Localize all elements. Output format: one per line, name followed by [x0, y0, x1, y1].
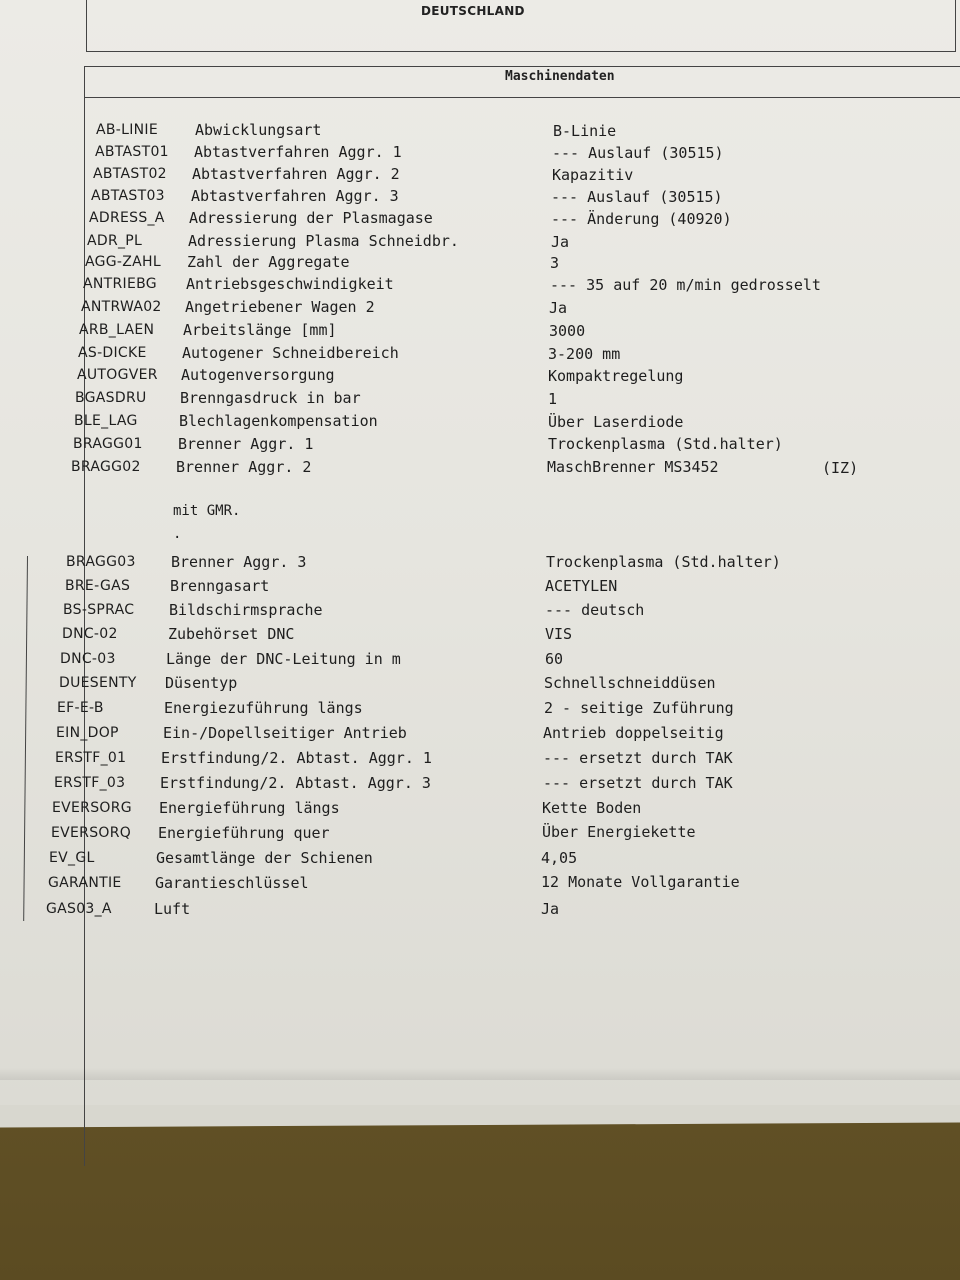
- field-description: Brenngasart: [170, 577, 270, 595]
- field-value: --- deutsch: [545, 601, 645, 620]
- note-dot: .: [173, 526, 182, 542]
- field-code: BRE-GAS: [65, 578, 131, 594]
- field-description: Brenner Aggr. 2: [176, 458, 312, 476]
- table-row: [0, 276, 960, 296]
- table-row: [0, 775, 960, 795]
- table-row: [0, 554, 960, 574]
- field-description: Zubehörset DNC: [168, 625, 295, 643]
- field-value: Über Energiekette: [542, 823, 696, 842]
- field-value: ACETYLEN: [545, 577, 618, 596]
- table-row: [0, 367, 960, 387]
- field-code: ERSTF_01: [55, 750, 127, 766]
- table-row: [0, 459, 960, 479]
- field-code: AGG-ZAHL: [85, 254, 161, 270]
- table-row: [0, 122, 960, 142]
- field-code: EF-E-B: [57, 700, 104, 716]
- field-code: DNC-03: [60, 651, 116, 667]
- field-value: Kompaktregelung: [548, 366, 684, 385]
- field-code: AS-DICKE: [78, 345, 147, 361]
- field-description: Düsentyp: [165, 674, 238, 692]
- field-description: Luft: [154, 900, 191, 918]
- field-value: 3000: [549, 321, 586, 340]
- field-code: BRAGG02: [71, 459, 141, 475]
- field-value: Ja: [541, 899, 560, 918]
- table-row: [0, 825, 960, 845]
- table-row: [0, 299, 960, 319]
- field-value: --- Auslauf (30515): [551, 187, 723, 206]
- field-description: Bildschirmsprache: [169, 601, 323, 619]
- table-row: [0, 233, 960, 253]
- table-row: [0, 436, 960, 456]
- field-code: ABTAST03: [91, 188, 165, 204]
- field-code: ABTAST02: [93, 166, 167, 182]
- field-value: --- ersetzt durch TAK: [543, 748, 733, 767]
- table-row: [0, 413, 960, 433]
- table-row: [0, 210, 960, 230]
- field-code: DUESENTY: [59, 675, 137, 691]
- field-description: Blechlagenkompensation: [179, 412, 378, 430]
- table-row: [0, 800, 960, 820]
- page-shadow: [0, 1068, 960, 1080]
- field-code: EVERSORQ: [51, 825, 132, 841]
- field-description: Abwicklungsart: [195, 121, 322, 139]
- field-code: AB-LINIE: [96, 122, 159, 138]
- field-description: Angetriebener Wagen 2: [185, 298, 375, 316]
- field-value: --- Änderung (40920): [551, 209, 732, 228]
- field-code: BRAGG03: [66, 554, 136, 570]
- field-code: ABTAST01: [95, 144, 169, 160]
- field-description: Adressierung Plasma Schneidbr.: [188, 232, 459, 250]
- table-row: [0, 166, 960, 186]
- table-row: [0, 901, 960, 921]
- field-value: Kapazitiv: [552, 165, 634, 184]
- table-row: [0, 254, 960, 274]
- field-description: Brenner Aggr. 3: [171, 553, 307, 571]
- table-row: [0, 390, 960, 410]
- field-value: B-Linie: [553, 122, 617, 140]
- table-row: [0, 322, 960, 342]
- field-code: EIN_DOP: [56, 725, 119, 741]
- table-row: [0, 750, 960, 770]
- field-code: BS-SPRAC: [63, 602, 135, 618]
- table-row: [0, 850, 960, 870]
- field-code: BLE_LAG: [74, 413, 138, 429]
- field-description: Energieführung längs: [159, 799, 340, 817]
- field-code: BGASDRU: [75, 390, 147, 406]
- field-value: 4,05: [541, 848, 578, 867]
- field-value-suffix: (IZ): [822, 459, 859, 477]
- field-value: Trockenplasma (Std.halter): [546, 553, 781, 572]
- field-code: DNC-02: [62, 626, 118, 642]
- section-title: Maschinendaten: [505, 69, 615, 84]
- field-description: Erstfindung/2. Abtast. Aggr. 1: [161, 749, 432, 767]
- field-value: Kette Boden: [542, 798, 642, 817]
- field-description: Abtastverfahren Aggr. 2: [192, 165, 400, 183]
- field-description: Zahl der Aggregate: [187, 253, 350, 271]
- field-value: 3: [550, 254, 560, 272]
- field-description: Brenngasdruck in bar: [180, 389, 361, 407]
- field-code: EV_GL: [49, 850, 95, 866]
- table-row: [0, 188, 960, 208]
- field-code: ERSTF_03: [54, 775, 126, 791]
- table-row: [0, 345, 960, 365]
- field-code: AUTOGVER: [77, 367, 158, 383]
- field-description: Gesamtlänge der Schienen: [156, 849, 373, 867]
- field-value: --- 35 auf 20 m/min gedrosselt: [550, 275, 821, 294]
- field-value: Ja: [551, 233, 570, 251]
- field-description: Garantieschlüssel: [155, 874, 309, 892]
- field-value: Über Laserdiode: [548, 412, 684, 431]
- field-value: VIS: [545, 625, 573, 644]
- field-code: EVERSORG: [52, 800, 132, 816]
- field-description: Brenner Aggr. 1: [178, 435, 314, 453]
- field-code: ANTRIEBG: [83, 276, 157, 292]
- country-heading: DEUTSCHLAND: [421, 4, 525, 18]
- field-code: BRAGG01: [73, 436, 143, 452]
- field-value: Trockenplasma (Std.halter): [548, 435, 783, 454]
- table-row: [0, 144, 960, 164]
- table-row: [0, 626, 960, 646]
- field-value: Antrieb doppelseitig: [543, 723, 724, 742]
- field-value: 3-200 mm: [548, 344, 621, 363]
- field-code: ARB_LAEN: [79, 322, 155, 338]
- field-code: ANTRWA02: [81, 299, 162, 315]
- field-value: 1: [548, 389, 558, 408]
- field-description: Länge der DNC-Leitung in m: [166, 650, 401, 668]
- field-description: Autogenversorgung: [181, 366, 335, 384]
- field-value: --- Auslauf (30515): [552, 143, 724, 162]
- field-description: Energiezuführung längs: [164, 699, 363, 717]
- field-value: MaschBrenner MS3452: [547, 458, 719, 477]
- field-value: Ja: [549, 298, 568, 317]
- field-code: ADRESS_A: [89, 210, 165, 226]
- field-description: Energieführung quer: [158, 824, 330, 842]
- table-row: [0, 700, 960, 720]
- table-row: [0, 602, 960, 622]
- field-description: Antriebsgeschwindigkeit: [186, 275, 394, 293]
- field-value: --- ersetzt durch TAK: [543, 773, 733, 792]
- field-value: 2 - seitige Zuführung: [544, 698, 734, 717]
- table-row: [0, 725, 960, 745]
- table-row: [0, 875, 960, 895]
- field-description: Abtastverfahren Aggr. 3: [191, 187, 399, 205]
- field-value: Schnellschneiddüsen: [544, 673, 716, 692]
- note-text: mit GMR.: [173, 503, 241, 519]
- field-code: GARANTIE: [48, 875, 122, 891]
- field-description: Erstfindung/2. Abtast. Aggr. 3: [160, 774, 431, 792]
- table-row: [0, 651, 960, 671]
- field-description: Arbeitslänge [mm]: [183, 321, 337, 339]
- field-description: Adressierung der Plasmagase: [189, 209, 433, 227]
- table-row: [0, 578, 960, 598]
- field-value: 12 Monate Vollgarantie: [541, 873, 740, 892]
- field-description: Autogener Schneidbereich: [182, 344, 399, 362]
- field-description: Abtastverfahren Aggr. 1: [194, 143, 402, 161]
- field-description: Ein-/Dopellseitiger Antrieb: [163, 724, 407, 742]
- field-value: 60: [545, 650, 564, 668]
- field-code: GAS03_A: [46, 901, 112, 917]
- field-code: ADR_PL: [87, 233, 143, 249]
- table-row: [0, 675, 960, 695]
